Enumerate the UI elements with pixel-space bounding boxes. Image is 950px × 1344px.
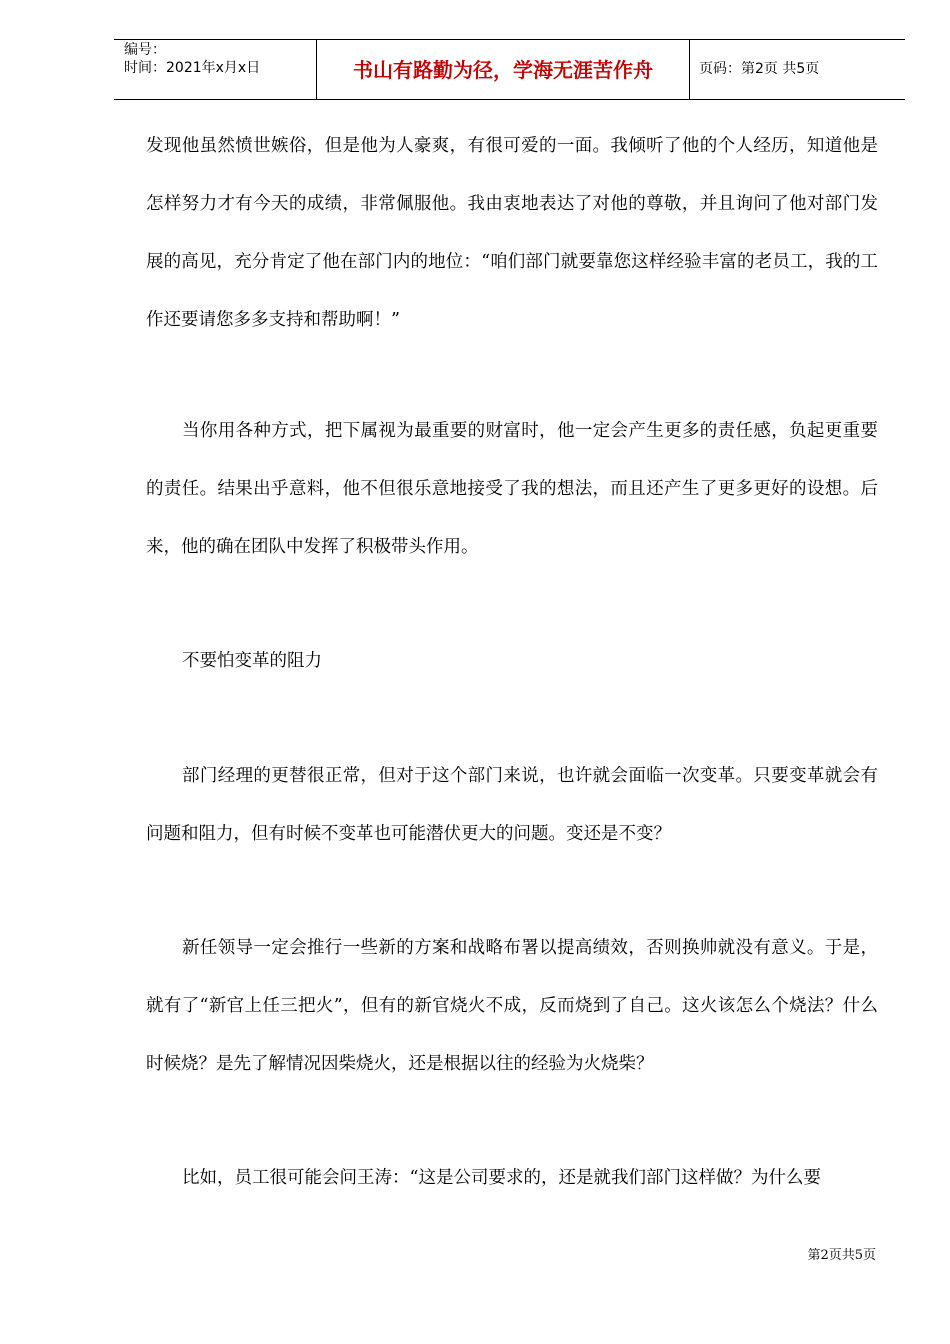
date-label: 时间：2021年x月x日 <box>124 60 261 76</box>
paragraph-continuation: 发现他虽然愤世嫉俗，但是他为人豪爽，有很可爱的一面。我倾听了他的个人经历，知道他是怎样努力才有今天的成绩，非常佩服他。我由衷地表达了对他的尊敬，并且询问了他对部门发展的高见，充分肯定了他在部门内的地位：“咱们部门就要靠您这样经验丰富的老员工，我的工作还要请您多多支持和帮助啊！” <box>146 136 878 330</box>
header-meta-cell <box>114 40 316 99</box>
paragraph-subordinates: 当你用各种方式，把下属视为最重要的财富时，他一定会产生更多的责任感，负起更重要的责任。结果出乎意料，他不但很乐意地接受了我的想法，而且还产生了更多更好的设想。后来，他的确在团队中发挥了积极带头作用。 <box>146 421 878 557</box>
header-page-cell <box>690 40 905 99</box>
paragraph-example: 比如，员工很可能会问王涛：“这是公司要求的，还是就我们部门这样做？为什么要 <box>182 1168 821 1188</box>
footer-page-number: 第2页共5页 <box>807 1248 876 1263</box>
serial-number-label: 编号： <box>124 42 166 58</box>
section-heading: 不要怕变革的阻力 <box>182 651 322 671</box>
page-header <box>114 39 905 100</box>
motto-text: 书山有路勤为径，学海无涯苦作舟 <box>353 58 653 82</box>
header-motto-cell <box>316 40 690 99</box>
paragraph-manager-change: 部门经理的更替很正常，但对于这个部门来说，也许就会面临一次变革。只要变革就会有问题和阻力，但有时候不变革也可能潜伏更大的问题。变还是不变？ <box>146 766 878 844</box>
paragraph-new-leader: 新任领导一定会推行一些新的方案和战略布署以提高绩效，否则换帅就没有意义。于是，就有了“新官上任三把火”，但有的新官烧火不成，反而烧到了自己。这火该怎么个烧法？什么时候烧？是先了解情况因柴烧火，还是根据以往的经验为火烧柴？ <box>146 938 878 1074</box>
page-code-label: 页码：第2页 共5页 <box>699 61 820 77</box>
